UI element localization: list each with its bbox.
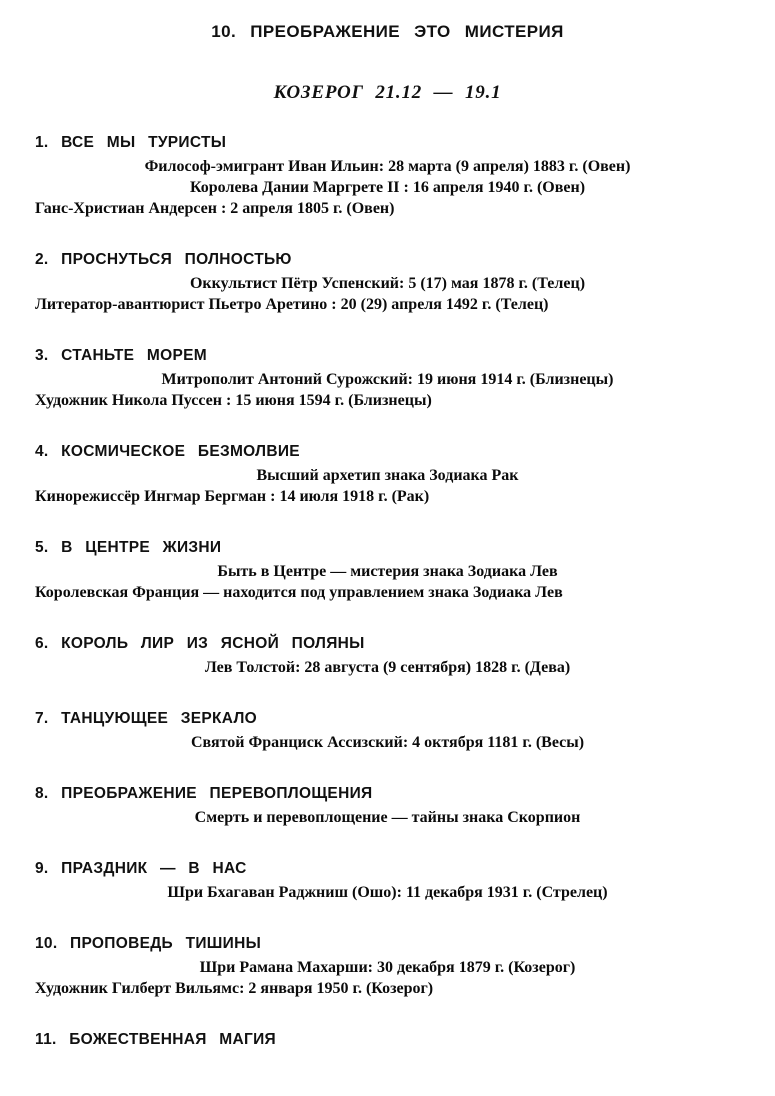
section-3 xyxy=(35,347,740,411)
page-title: 10. ПРЕОБРАЖЕНИЕ ЭТО МИСТЕРИЯ xyxy=(211,22,564,41)
section-10 xyxy=(35,935,740,999)
entry-line: Шри Рамана Махарши: 30 декабря 1879 г. (Козерог) xyxy=(199,959,576,976)
section-5 xyxy=(35,539,740,603)
entry-line: Художник Никола Пуссен : 15 июня 1594 г. (Близнецы) xyxy=(35,392,432,409)
section-9 xyxy=(35,860,740,903)
entry-line: Философ-эмигрант Иван Ильин: 28 марта (9 апреля) 1883 г. (Овен) xyxy=(144,158,631,175)
chapter-subtitle: КОЗЕРОГ 21.12 — 19.1 xyxy=(273,82,502,103)
entry-line: Митрополит Антоний Сурожский: 19 июня 1914 г. (Близнецы) xyxy=(161,371,614,388)
section-11 xyxy=(35,1031,740,1049)
entry-line: Литератор-авантюрист Пьетро Аретино : 20 (29) апреля 1492 г. (Телец) xyxy=(35,296,549,313)
section-7 xyxy=(35,710,740,753)
section-heading: 11. БОЖЕСТВЕННАЯ МАГИЯ xyxy=(35,1031,276,1048)
section-4 xyxy=(35,443,740,507)
section-8 xyxy=(35,785,740,828)
entry-line: Ганс-Христиан Андерсен : 2 апреля 1805 г. (Овен) xyxy=(35,200,395,217)
section-heading: 3. СТАНЬТЕ МОРЕМ xyxy=(35,347,207,364)
entry-line: Королевская Франция — находится под управлением знака Зодиака Лев xyxy=(35,584,563,601)
section-heading: 6. КОРОЛЬ ЛИР ИЗ ЯСНОЙ ПОЛЯНЫ xyxy=(35,635,365,652)
section-6 xyxy=(35,635,740,678)
section-heading: 10. ПРОПОВЕДЬ ТИШИНЫ xyxy=(35,935,262,952)
section-2 xyxy=(35,251,740,315)
entry-line: Святой Франциск Ассизский: 4 октября 1181 г. (Весы) xyxy=(190,734,585,751)
entry-line: Королева Дании Маргрете II : 16 апреля 1940 г. (Овен) xyxy=(189,179,586,196)
section-heading: 2. ПРОСНУТЬСЯ ПОЛНОСТЬЮ xyxy=(35,251,292,268)
section-heading: 5. В ЦЕНТРЕ ЖИЗНИ xyxy=(35,539,222,556)
entry-line: Смерть и перевоплощение — тайны знака Скорпион xyxy=(194,809,581,826)
entry-line: Кинорежиссёр Ингмар Бергман : 14 июля 1918 г. (Рак) xyxy=(35,488,430,505)
section-1 xyxy=(35,134,740,219)
section-heading: 4. КОСМИЧЕСКОЕ БЕЗМОЛВИЕ xyxy=(35,443,300,460)
entry-line: Лев Толстой: 28 августа (9 сентября) 1828 г. (Дева) xyxy=(204,659,571,676)
section-heading: 9. ПРАЗДНИК — В НАС xyxy=(35,860,247,877)
section-heading: 1. ВСЕ МЫ ТУРИСТЫ xyxy=(35,134,227,151)
entry-line: Оккультист Пётр Успенский: 5 (17) мая 1878 г. (Телец) xyxy=(189,275,586,292)
entry-line: Художник Гилберт Вильямс: 2 января 1950 г. (Козерог) xyxy=(35,980,434,997)
entry-line: Высший архетип знака Зодиака Рак xyxy=(256,467,519,484)
entry-line: Шри Бхагаван Раджниш (Ошо): 11 декабря 1931 г. (Стрелец) xyxy=(167,884,608,901)
section-heading: 7. ТАНЦУЮЩЕЕ ЗЕРКАЛО xyxy=(35,710,258,727)
section-heading: 8. ПРЕОБРАЖЕНИЕ ПЕРЕВОПЛОЩЕНИЯ xyxy=(35,785,373,802)
entry-line: Быть в Центре — мистерия знака Зодиака Лев xyxy=(217,563,558,580)
